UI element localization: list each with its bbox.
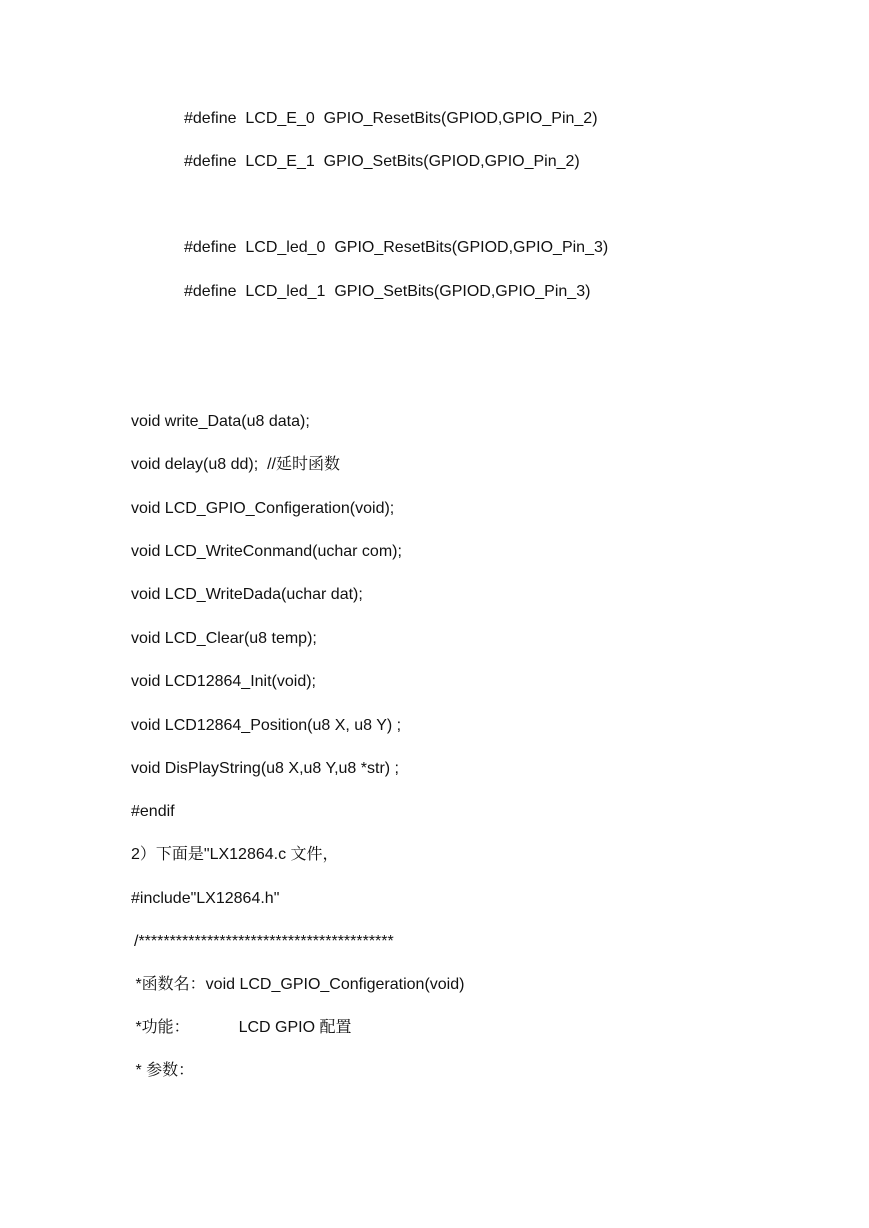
decl-delay: void delay(u8 dd); //延时函数 xyxy=(131,456,340,473)
comment-function-name: *函数名：void LCD_GPIO_Configeration(void) xyxy=(131,976,465,993)
decl-lcd-init: void LCD12864_Init(void); xyxy=(131,673,316,690)
comment-function-purpose: *功能： LCD GPIO 配置 xyxy=(131,1019,352,1036)
comment-parameters: * 参数： xyxy=(131,1062,195,1079)
decl-lcd-clear: void LCD_Clear(u8 temp); xyxy=(131,630,317,647)
comment-border: /***************************************** xyxy=(134,933,394,950)
endif-directive: #endif xyxy=(131,803,175,820)
decl-write-data-lcd: void LCD_WriteDada(uchar dat); xyxy=(131,586,363,603)
decl-display-string: void DisPlayString(u8 X,u8 Y,u8 *str) ; xyxy=(131,760,399,777)
decl-write-command: void LCD_WriteConmand(uchar com); xyxy=(131,543,402,560)
define-lcd-led-0: #define LCD_led_0 GPIO_ResetBits(GPIOD,GPIO_Pin_3) xyxy=(184,239,609,256)
decl-lcd-position: void LCD12864_Position(u8 X, u8 Y) ; xyxy=(131,717,402,734)
decl-gpio-config: void LCD_GPIO_Configeration(void); xyxy=(131,500,395,517)
include-directive: #include"LX12864.h" xyxy=(131,890,280,907)
decl-write-data: void write_Data(u8 data); xyxy=(131,413,310,430)
define-lcd-led-1: #define LCD_led_1 GPIO_SetBits(GPIOD,GPIO_Pin_3) xyxy=(184,283,591,300)
section-heading: 2）下面是"LX12864.c 文件， xyxy=(131,846,339,863)
define-lcd-e-0: #define LCD_E_0 GPIO_ResetBits(GPIOD,GPIO_Pin_2) xyxy=(184,110,598,127)
define-lcd-e-1: #define LCD_E_1 GPIO_SetBits(GPIOD,GPIO_Pin_2) xyxy=(184,153,580,170)
